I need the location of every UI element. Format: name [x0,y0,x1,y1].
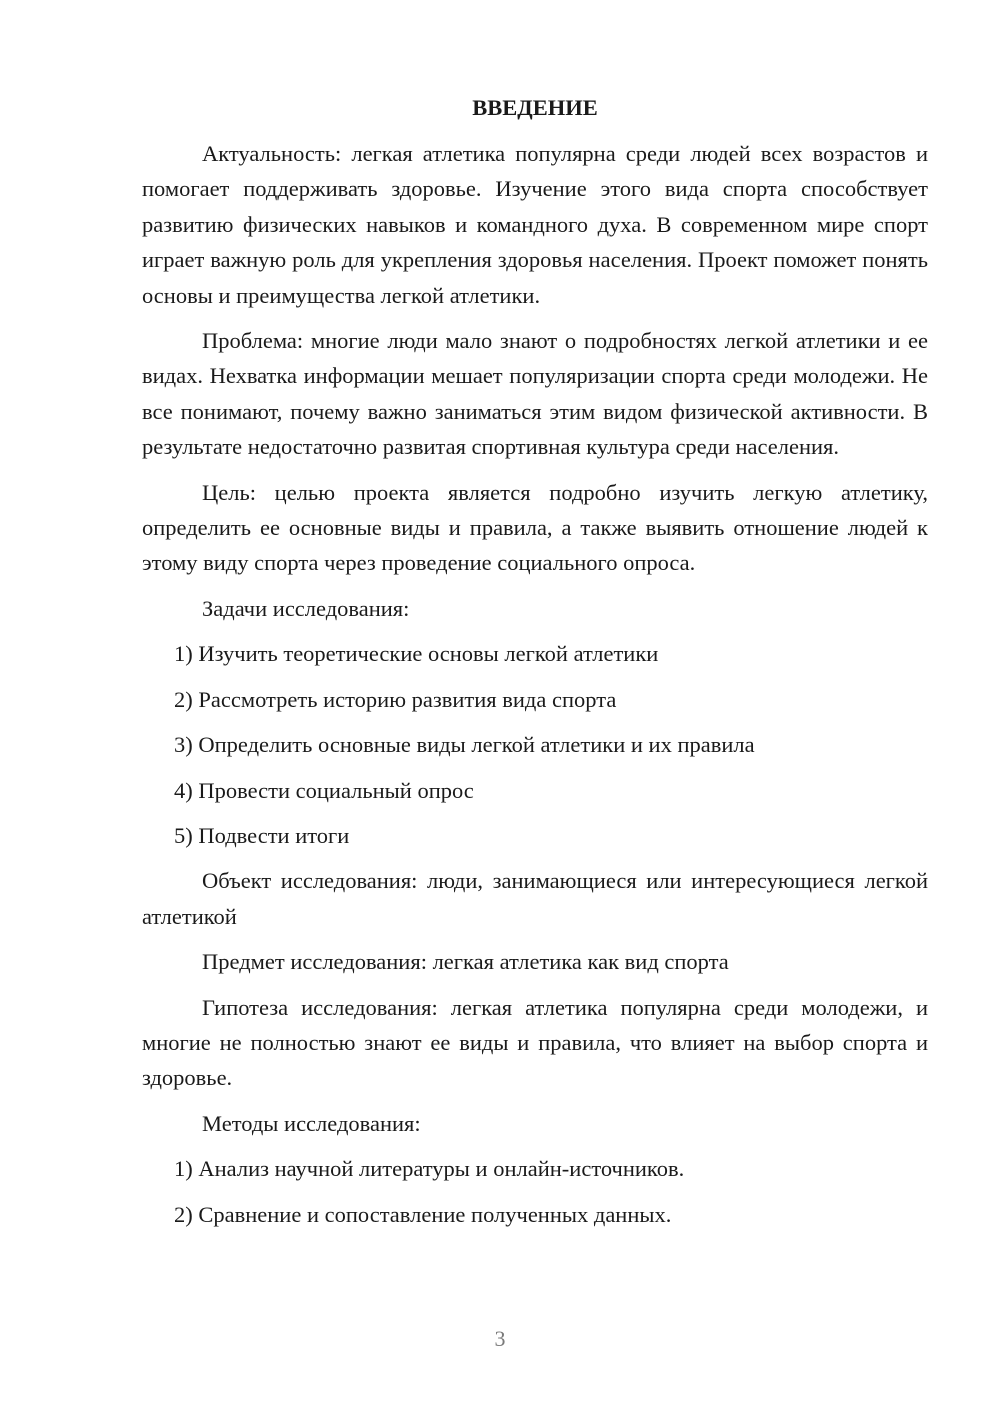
method-item-2: 2) Сравнение и сопоставление полученных данных. [174,1201,672,1227]
task-item-1: 1) Изучить теоретические основы легкой атлетики [174,641,659,667]
task-item-4: 4) Провести социальный опрос [174,777,474,803]
goal-paragraph: Цель: целью проекта является подробно изучить легкую атлетику, определить ее основные виды и правила, а также выявить отношение людей к этому виду спорта через проведение социального опроса. [142,479,928,576]
section-heading: ВВЕДЕНИЕ [472,95,598,120]
task-item-2: 2) Рассмотреть историю развития вида спорта [174,686,617,712]
page-number: 3 [494,1326,506,1351]
relevance-paragraph: Актуальность: легкая атлетика популярна среди людей всех возрастов и помогает поддерживать здоровье. Изучение этого вида спорта способствует развитию физических навыков и командного духа. В современном мире спорт играет важную роль для укрепления здоровья населения. Проект поможет понять основы и преимущества легкой атлетики. [142,141,928,308]
task-item-3: 3) Определить основные виды легкой атлетики и их правила [174,732,755,758]
document-page [142,92,928,1242]
hypothesis-paragraph: Гипотеза исследования: легкая атлетика популярна среди молодежи, и многие не полностью знают ее виды и правила, что влияет на выбор спорта и здоровье. [142,994,928,1091]
method-item-1: 1) Анализ научной литературы и онлайн-источников. [174,1156,685,1182]
subject-line: Предмет исследования: легкая атлетика как вид спорта [202,949,729,975]
methods-title: Методы исследования: [202,1110,421,1136]
problem-paragraph: Проблема: многие люди мало знают о подробностях легкой атлетики и ее видах. Нехватка информации мешает популяризации спорта среди молодежи. Не все понимают, почему важно заниматься этим видом физической активности. В результате недостаточно развитая спортивная культура среди населения. [142,328,928,460]
object-paragraph: Объект исследования: люди, занимающиеся или интересующиеся легкой атлетикой [142,868,928,929]
tasks-title: Задачи исследования: [202,595,410,621]
task-item-5: 5) Подвести итоги [174,822,350,848]
